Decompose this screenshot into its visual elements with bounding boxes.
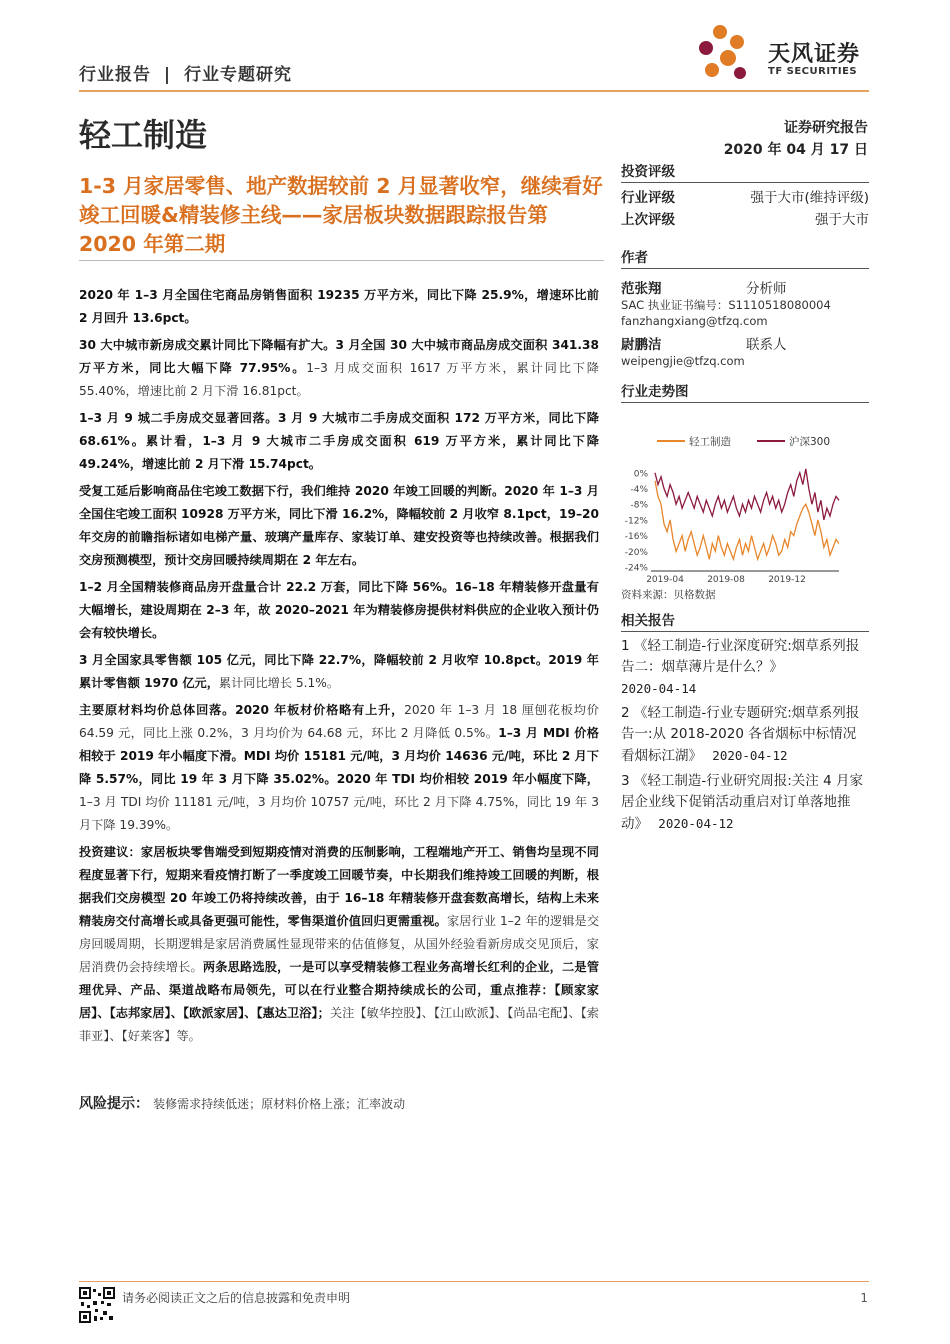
y-tick-label: -20% [624,547,648,558]
author-role: 分析师 [746,281,787,297]
paragraph [79,334,599,403]
footer-divider [79,1281,869,1282]
category-label: 行业报告 [79,65,151,85]
y-tick-label: 0% [633,469,648,480]
industry-rating-label: 行业评级 [621,190,675,206]
logo-petals-icon [699,25,746,79]
rating-section [621,160,869,231]
chart-heading: 行业走势图 [621,380,869,403]
qr-code-icon [79,1287,115,1323]
related-report-title[interactable]: 2 《轻工制造-行业专题研究:烟草系列报告一:从 2018-2020 各省烟标中标情况看烟标江湖》 [621,705,860,764]
trend-chart [621,407,869,587]
author-email[interactable]: weipengjie@tfzq.com [621,354,745,368]
paragraph-text: 家居行业 1–2 年的逻辑是交房回暖周期，长期逻辑是家居消费属性显现带来的估值修复，从国外经验看新房成交见顶后，家居消费仍会持续增长。 [79,914,600,974]
paragraph [79,480,599,572]
paragraph-bold: 受复工延后影响商品住宅竣工数据下行，我们维持 2020 年竣工回暖的判断。2020 年 1–3 月全国住宅竣工面积 10928 万平方米，同比下滑 16.2%，降幅较前 2 月收窄 8.1pct，19–20 年交房的前瞻指标诸如电梯产量、玻璃产量库存、家装订单、建安投资等也持续改善。根据我们交房预测模型，预计交房回暖持续周期在 2 年左右。 [79,484,599,567]
subcategory-label: 行业专题研究 [184,65,293,85]
y-tick-label: -4% [630,485,648,496]
company-name: 天风证券 [768,42,861,67]
last-rating-value: 强于大市 [815,212,869,228]
report-type: 证券研究报告 [784,120,868,136]
related-report-date: 2020-04-12 [658,816,734,831]
paragraph-text: 2020 年 1–3 月 18 厘刨花板均价 64.59 元，同比上涨 0.2%，3 月均价为 64.68 元，环比 2 月降低 0.5%。 [79,703,599,740]
y-tick-label: -8% [630,500,648,511]
last-rating-row [621,209,869,231]
authors-heading: 作者 [621,246,869,269]
risk-text: 装修需求持续低迷；原材料价格上涨；汇率波动 [153,1097,406,1111]
chart-source: 资料来源：贝格数据 [621,589,716,601]
author-email[interactable]: fanzhangxiang@tfzq.com [621,314,768,328]
paragraph-bold: 投资建议：家居板块零售端受到短期疫情对消费的压制影响，工程端地产开工、销售均呈现不同程度显著下行，短期来看疫情打断了一季度竣工回暖节奏，中长期我们维持竣工回暖的判断，根据我们交房模型 20 年竣工仍将持续改善，由于 16–18 年精装修开盘套数高增长，结构上未来精装房交付高增长或具备更强可能性，零售渠道价值回归更需重视。 [79,845,599,928]
paragraph [79,699,599,837]
disclaimer-notice: 请务必阅读正文之后的信息披露和免责申明 [122,1291,351,1305]
related-reports-section [621,609,869,839]
author-cert: SAC 执业证书编号：S1110518080004 [621,298,831,312]
x-tick-label: 2019-04 [646,575,684,585]
related-report-item[interactable] [621,771,869,835]
related-report-title[interactable]: 3 《轻工制造-行业研究周报:关注 4 月家居企业线下促销活动重启对订单落地推动》 [621,773,863,832]
trend-chart-section [621,380,869,603]
related-heading: 相关报告 [621,609,869,632]
paragraph-text: 1–3 月 TDI 均价 11181 元/吨，3 月均价 10757 元/吨，环比 2 月下降 4.75%，同比 19 年 3 月下降 19.39%。 [79,795,599,832]
title-divider [79,260,604,261]
paragraph-bold: 主要原材料均价总体回落。2020 年板材价格略有上升， [79,703,405,717]
company-name-en: TF SECURITIES [768,66,858,77]
paragraph-bold: 1–2 月全国精装修商品房开盘量合计 22.2 万套，同比下降 56%。16–18 年精装修开盘量有大幅增长，建设周期在 2–3 年，故 2020–2021 年为精装修房提供材料供应的企业收入预计仍会有较快增长。 [79,580,599,640]
related-report-date: 2020-04-14 [621,681,697,696]
related-report-title[interactable]: 1 《轻工制造-行业深度研究:烟草系列报告二：烟草薄片是什么？》 [621,638,860,675]
page-number: 1 [860,1291,868,1305]
paragraph-bold: 30 大中城市新房成交累计同比下降幅有扩大。3 月全国 30 大中城市商品房成交面积 341.38 万平方米，同比大幅下降 77.95%。 [79,338,599,375]
report-body [79,284,599,1052]
author-name: 尉鹏洁 [621,337,662,353]
paragraph [79,649,599,695]
related-report-date: 2020-04-12 [712,748,788,763]
related-report-item[interactable] [621,636,869,699]
risk-warning [79,1093,405,1113]
paragraph-bold: 3 月全国家具零售额 105 亿元，同比下降 22.7%，降幅较前 2 月收窄 10.8pct。2019 年累计零售额 1970 亿元， [79,653,599,690]
author-name: 范张翔 [621,281,662,297]
legend-label: 沪深300 [789,436,831,448]
paragraph-bold: 1–3 月 9 城二手房成交显著回落。3 月 9 大城市二手房成交面积 172 万平方米，同比下降 68.61%。累计看，1–3 月 9 大城市二手房成交面积 619 万平方米，累计同比下降 49.24%，增速比前 2 月下滑 15.74pct。 [79,411,599,471]
report-category [79,60,292,85]
series-line [655,481,839,560]
paragraph-bold: 两条思路选股，一是可以享受精装修工程业务高增长红利的企业，二是管理优异、产品、渠道战略布局领先，可以在行业整合期持续成长的公司，重点推荐：【顾家家居】、【志邦家居】、【欧派家居】、【惠达卫浴】； [79,960,600,1020]
paragraph-text: 关注【敏华控股】、【江山欧派】、【尚品宅配】、【索菲亚】、【好莱客】等。 [79,1006,599,1043]
paragraph-text: 1–3 月成交面积 1617 万平方米，累计同比下降 55.40%，增速比前 2 月下滑 16.81pct。 [79,361,599,398]
header-divider [79,90,869,92]
sector-title: 轻工制造 [79,116,208,154]
paragraph-bold: 1–3 月 MDI 价格相较于 2019 年小幅度下滑。MDI 均价 15181 元/吨，3 月均价 14636 元/吨，环比 2 月下降 5.57%，同比 19 年 3 月下降 35.02%。2020 年 TDI 均价相较 2019 年小幅度下降， [79,726,599,786]
y-tick-label: -16% [624,532,648,543]
y-tick-label: -12% [624,516,648,527]
rating-heading: 投资评级 [621,160,869,183]
paragraph-text: 累计同比增长 5.1%。 [218,676,340,690]
y-tick-label: -24% [624,563,648,574]
risk-label: 风险提示： [79,1096,149,1112]
last-rating-label: 上次评级 [621,212,675,228]
x-tick-label: 2019-12 [768,575,806,585]
paragraph [79,576,599,645]
report-title: 1-3 月家居零售、地产数据较前 2 月显著收窄，继续看好竣工回暖&精装修主线——家居板块数据跟踪报告第 2020 年第二期 [79,174,603,256]
paragraph [79,407,599,476]
author-role: 联系人 [746,337,787,353]
legend-label: 轻工制造 [689,436,731,448]
report-date: 2020 年 04 月 17 日 [723,142,868,158]
authors-section [621,246,869,369]
paragraph-bold: 2020 年 1–3 月全国住宅商品房销售面积 19235 万平方米，同比下降 25.9%，增速环比前 2 月回升 13.6pct。 [79,288,599,325]
x-tick-label: 2019-08 [707,575,745,585]
industry-rating-value: 强于大市(维持评级) [750,190,869,206]
category-separator: | [163,65,172,85]
author-row [621,277,869,297]
paragraph [79,284,599,330]
paragraph [79,841,599,1048]
related-report-item[interactable] [621,703,869,767]
industry-rating-row [621,187,869,209]
series-line [655,469,839,520]
author-row [621,333,869,353]
